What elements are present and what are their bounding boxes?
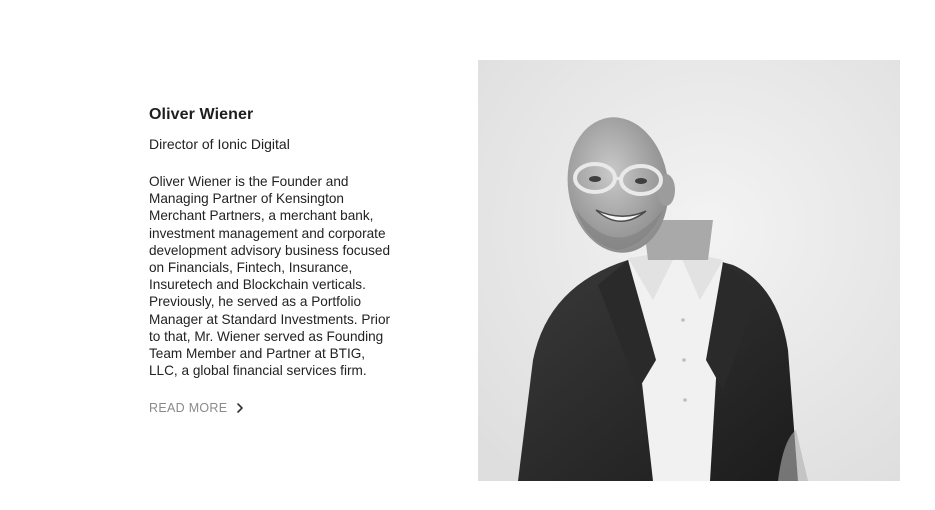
read-more-label: READ MORE [149,401,228,416]
read-more-link[interactable] [149,401,245,415]
portrait-illustration [478,60,900,481]
portrait-photo [478,60,900,481]
chevron-right-icon [235,402,245,414]
person-title: Director of Ionic Digital [149,136,290,152]
person-name: Oliver Wiener [149,106,254,123]
person-bio: Oliver Wiener is the Founder and Managing Partner of Kensington Merchant Partners, a merchant bank, investment management and corporate development advisory business focused on Financials, Fintech, Insurance, Insuretech and Blockchain verticals. Previously, he served as a Portfolio Manager at Standard Investments. Prior to that, Mr. Wiener served as Founding Team Member and Partner at BTIG, LLC, a global financial services firm. [149,174,391,379]
bio-card [149,105,394,417]
